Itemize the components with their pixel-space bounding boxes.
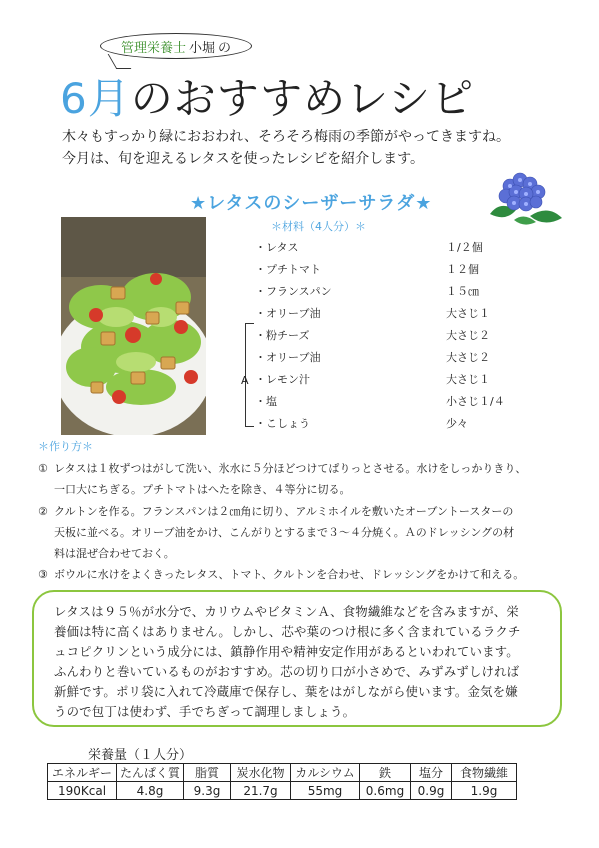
- intro-line: 今月は、旬を迎えるレタスを使ったレシピを紹介します。: [62, 151, 424, 167]
- nutrition-header: 脂質: [184, 764, 231, 782]
- step-text: レタスは１枚ずつはがして洗い、氷水に５分ほどつけてぱりっとさせる。水けをしっかりきり、: [54, 462, 527, 475]
- nutrition-value: 190Kcal: [48, 782, 117, 800]
- nutrition-header: エネルギー: [48, 764, 117, 782]
- step-line: 一口大にちぎる。プチトマトはへたを除き、４等分に切る。: [54, 483, 351, 496]
- ingredient-amount: 小さじ１/４: [446, 395, 505, 408]
- ingredient-name: ・オリーブ油: [255, 351, 321, 364]
- author-name: 小堀: [188, 40, 215, 56]
- ingredient-amount: 大さじ２: [446, 351, 490, 364]
- nutrition-header: 塩分: [411, 764, 452, 782]
- steps-heading: ＊作り方＊: [38, 440, 93, 453]
- nutrition-value: 21.7g: [231, 782, 291, 800]
- ingredient-name: ・レモン汁: [255, 373, 310, 386]
- step-line: 料は混ぜ合わせておく。: [54, 547, 175, 560]
- step-text: ボウルに水けをよくきったレタス、トマト、クルトンを合わせ、ドレッシングをかけて和える。: [54, 568, 525, 581]
- nutrition-value: 4.8g: [117, 782, 184, 800]
- ingredient-amount: １２個: [446, 263, 479, 276]
- title-rest: のおすすめレシピ: [130, 74, 475, 123]
- ingredient-amount: 大さじ２: [446, 329, 490, 342]
- ingredient-amount: 大さじ１: [446, 373, 490, 386]
- note-line: ふんわりと巻いているものがおすすめ。芯の切り口が小さめで、みずみずしければ: [54, 664, 520, 679]
- ingredient-name: ・プチトマト: [255, 263, 321, 276]
- nutrition-header: カルシウム: [291, 764, 360, 782]
- ingredient-name: ・フランスパン: [255, 285, 332, 298]
- recipe-title: ★レタスのシーザーサラダ★: [190, 193, 433, 214]
- author-role: 管理栄養士: [120, 40, 186, 56]
- ingredient-amount: １/２個: [446, 241, 483, 254]
- step-line: 天板に並べる。オリーブ油をかけ、こんがりとするまで３～４分焼く。Ａのドレッシングの材: [54, 526, 515, 539]
- ingredient-name: ・粉チーズ: [255, 329, 310, 342]
- step-number: ③: [38, 568, 48, 581]
- nutrition-table: [47, 763, 517, 800]
- step-text: クルトンを作る。フランスパンは２㎝角に切り、アルミホイルを敷いたオーブントースターの: [54, 505, 514, 518]
- ingredient-name: ・こしょう: [255, 417, 310, 430]
- ingredients-heading: ＊材料（4人分）＊: [271, 220, 366, 233]
- ingredient-name: ・レタス: [255, 241, 299, 254]
- ingredient-amount: 大さじ１: [446, 307, 490, 320]
- note-line: 養価は特に高くはありません。しかし、芯や葉のつけ根に多く含まれているラクチ: [54, 624, 521, 639]
- nutrition-header: たんぱく質: [117, 764, 184, 782]
- step-number: ②: [38, 505, 48, 518]
- author-bubble: [100, 33, 252, 59]
- step-line: [38, 460, 526, 476]
- note-line: 新鮮です。ポリ袋に入れて冷蔵庫で保存し、葉をはがしながら使います。金気を嫌: [54, 684, 518, 699]
- nutrition-header: 食物繊維: [452, 764, 517, 782]
- step-line: [38, 566, 524, 582]
- nutrition-title: 栄養量（１人分）: [88, 748, 193, 763]
- nutrition-value-row: [48, 782, 517, 800]
- ingredient-amount: １５㎝: [446, 285, 479, 298]
- title-month: 6月: [60, 74, 131, 123]
- note-line: レタスは９５％が水分で、カリウムやビタミンＡ、食物繊維などを含みますが、栄: [54, 604, 519, 619]
- nutrition-value: 9.3g: [184, 782, 231, 800]
- nutrition-value: 0.9g: [411, 782, 452, 800]
- nutrition-value: 55mg: [291, 782, 360, 800]
- author-particle: の: [218, 40, 232, 56]
- page-title: [60, 66, 474, 126]
- intro-text: [62, 126, 582, 170]
- hydrangea-icon: [486, 170, 564, 230]
- ingredient-amount: 少々: [446, 417, 468, 430]
- step-number: ①: [38, 462, 48, 475]
- nutrition-header: 炭水化物: [231, 764, 291, 782]
- intro-line: 木々もすっかり緑におおわれ、そろそろ梅雨の季節がやってきますね。: [62, 129, 510, 145]
- nutrition-value: 1.9g: [452, 782, 517, 800]
- note-line: ュコピクリンという成分には、鎮静作用や精神安定作用があるといわれています。: [54, 644, 519, 659]
- ingredient-name: ・塩: [255, 395, 277, 408]
- nutrition-header: 鉄: [360, 764, 411, 782]
- step-line: [38, 503, 513, 519]
- ingredient-name: ・オリーブ油: [255, 307, 321, 320]
- nutrition-value: 0.6mg: [360, 782, 411, 800]
- nutrition-header-row: [48, 764, 517, 782]
- salad-photo: [61, 217, 206, 435]
- note-line: うので包丁は使わず、手でちぎって調理しましょう。: [54, 704, 356, 719]
- dressing-label: A: [241, 374, 249, 387]
